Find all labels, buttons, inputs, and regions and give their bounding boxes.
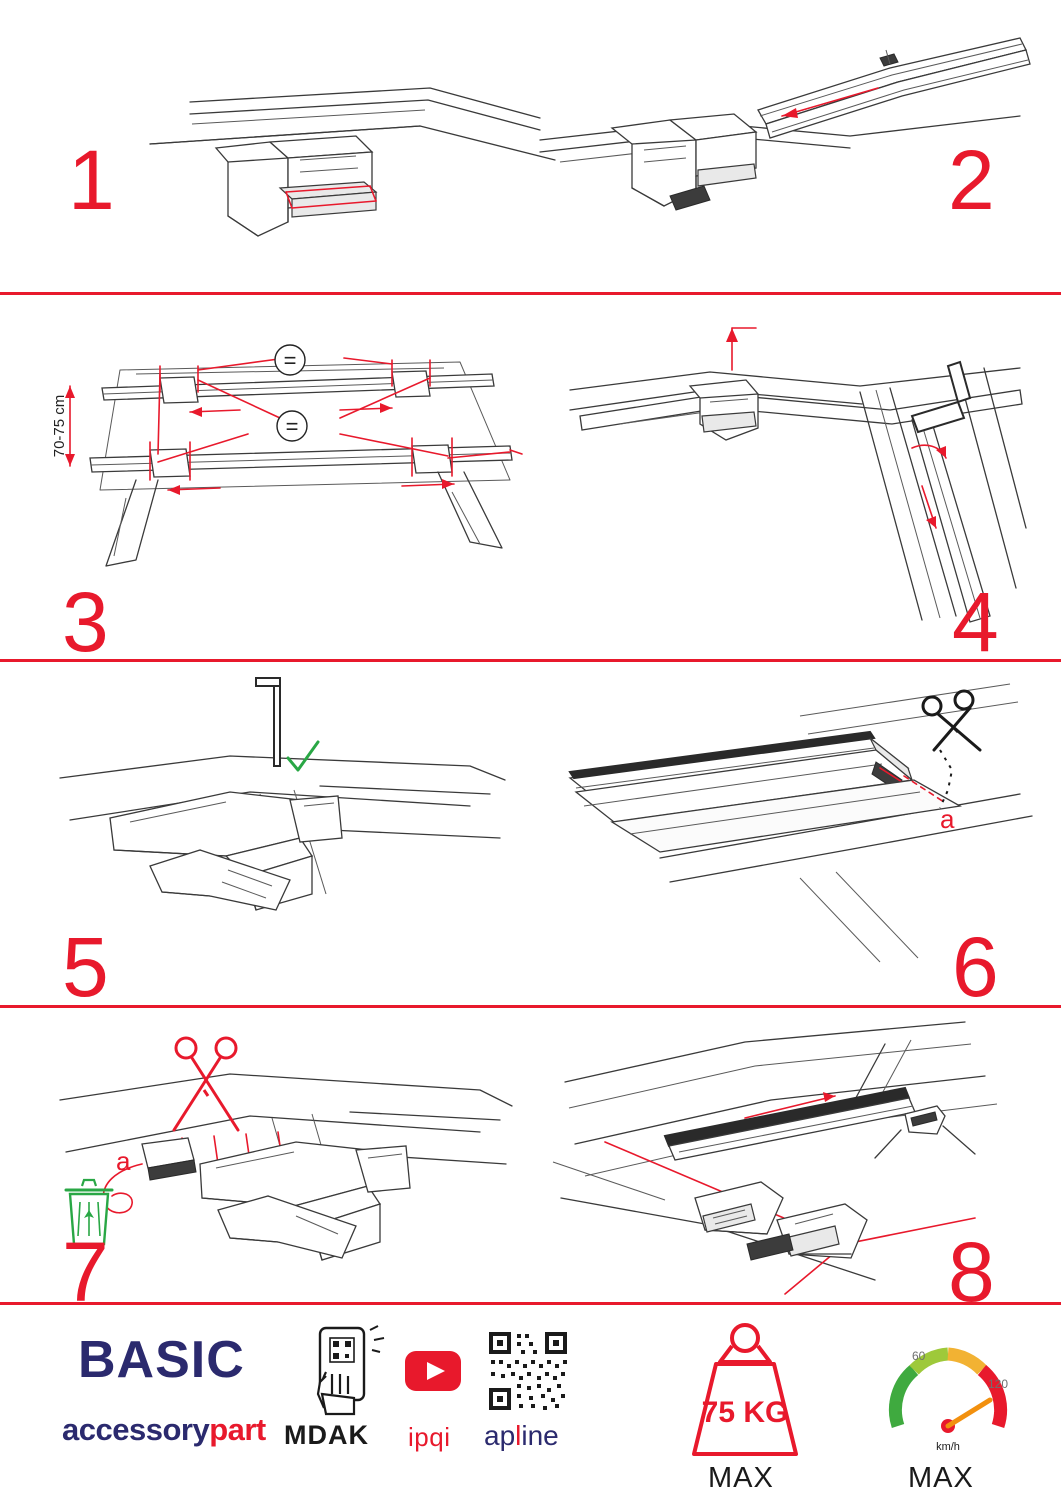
part-label-a-step7: a	[116, 1146, 131, 1176]
ipqi-label: ipqi	[408, 1422, 451, 1452]
scissors-icon-red	[174, 1038, 238, 1130]
weight-value: 75 KG	[701, 1396, 789, 1429]
brand-title: BASIC	[78, 1331, 245, 1389]
part-label-a-step6: a	[940, 804, 955, 834]
apline-part3: ine	[521, 1420, 559, 1451]
step-number-7: 7	[62, 1225, 107, 1319]
apline-part1: ap	[484, 1420, 516, 1451]
weight-max-caption: MAX	[708, 1462, 774, 1494]
mdak-label: MDAK	[284, 1420, 369, 1450]
gauge-tick-low: 60	[912, 1349, 926, 1363]
section-divider-3	[0, 1005, 1061, 1008]
svg-text:=: =	[283, 348, 297, 373]
step-3-illustration	[40, 330, 570, 580]
scissors-icon	[923, 691, 980, 750]
weight-kettlebell-icon	[680, 1320, 810, 1460]
section-divider-2	[0, 659, 1061, 662]
step-number-8: 8	[948, 1225, 993, 1319]
speedometer-gauge-icon	[878, 1326, 1018, 1458]
apline-part2: l	[515, 1420, 522, 1451]
distance-label: 70-75 cm	[51, 394, 68, 458]
step-1-illustration	[120, 40, 560, 280]
footer-branding-bar	[0, 1302, 1061, 1500]
svg-text:=: =	[285, 414, 299, 439]
step-number-4: 4	[952, 575, 997, 669]
apline-label	[484, 1420, 559, 1452]
step-number-6: 6	[952, 920, 997, 1014]
gauge-tick-high: 120	[988, 1377, 1009, 1391]
step-number-1: 1	[68, 133, 113, 227]
step-7-illustration	[50, 1020, 520, 1290]
gauge-unit: km/h	[936, 1441, 960, 1453]
brand-name-part1: accessory	[62, 1412, 210, 1447]
step-number-3: 3	[62, 575, 107, 669]
youtube-play-icon[interactable]	[404, 1350, 462, 1392]
brand-name-part2: part	[209, 1412, 266, 1447]
step-number-2: 2	[948, 133, 993, 227]
section-divider-1	[0, 292, 1061, 295]
speed-max-caption: MAX	[908, 1462, 974, 1494]
step-number-5: 5	[62, 920, 107, 1014]
brand-name	[62, 1412, 266, 1448]
qr-code-icon[interactable]	[487, 1330, 569, 1412]
step-5-illustration	[50, 670, 510, 960]
mdak-hand-phone-qr-icon	[292, 1324, 402, 1412]
